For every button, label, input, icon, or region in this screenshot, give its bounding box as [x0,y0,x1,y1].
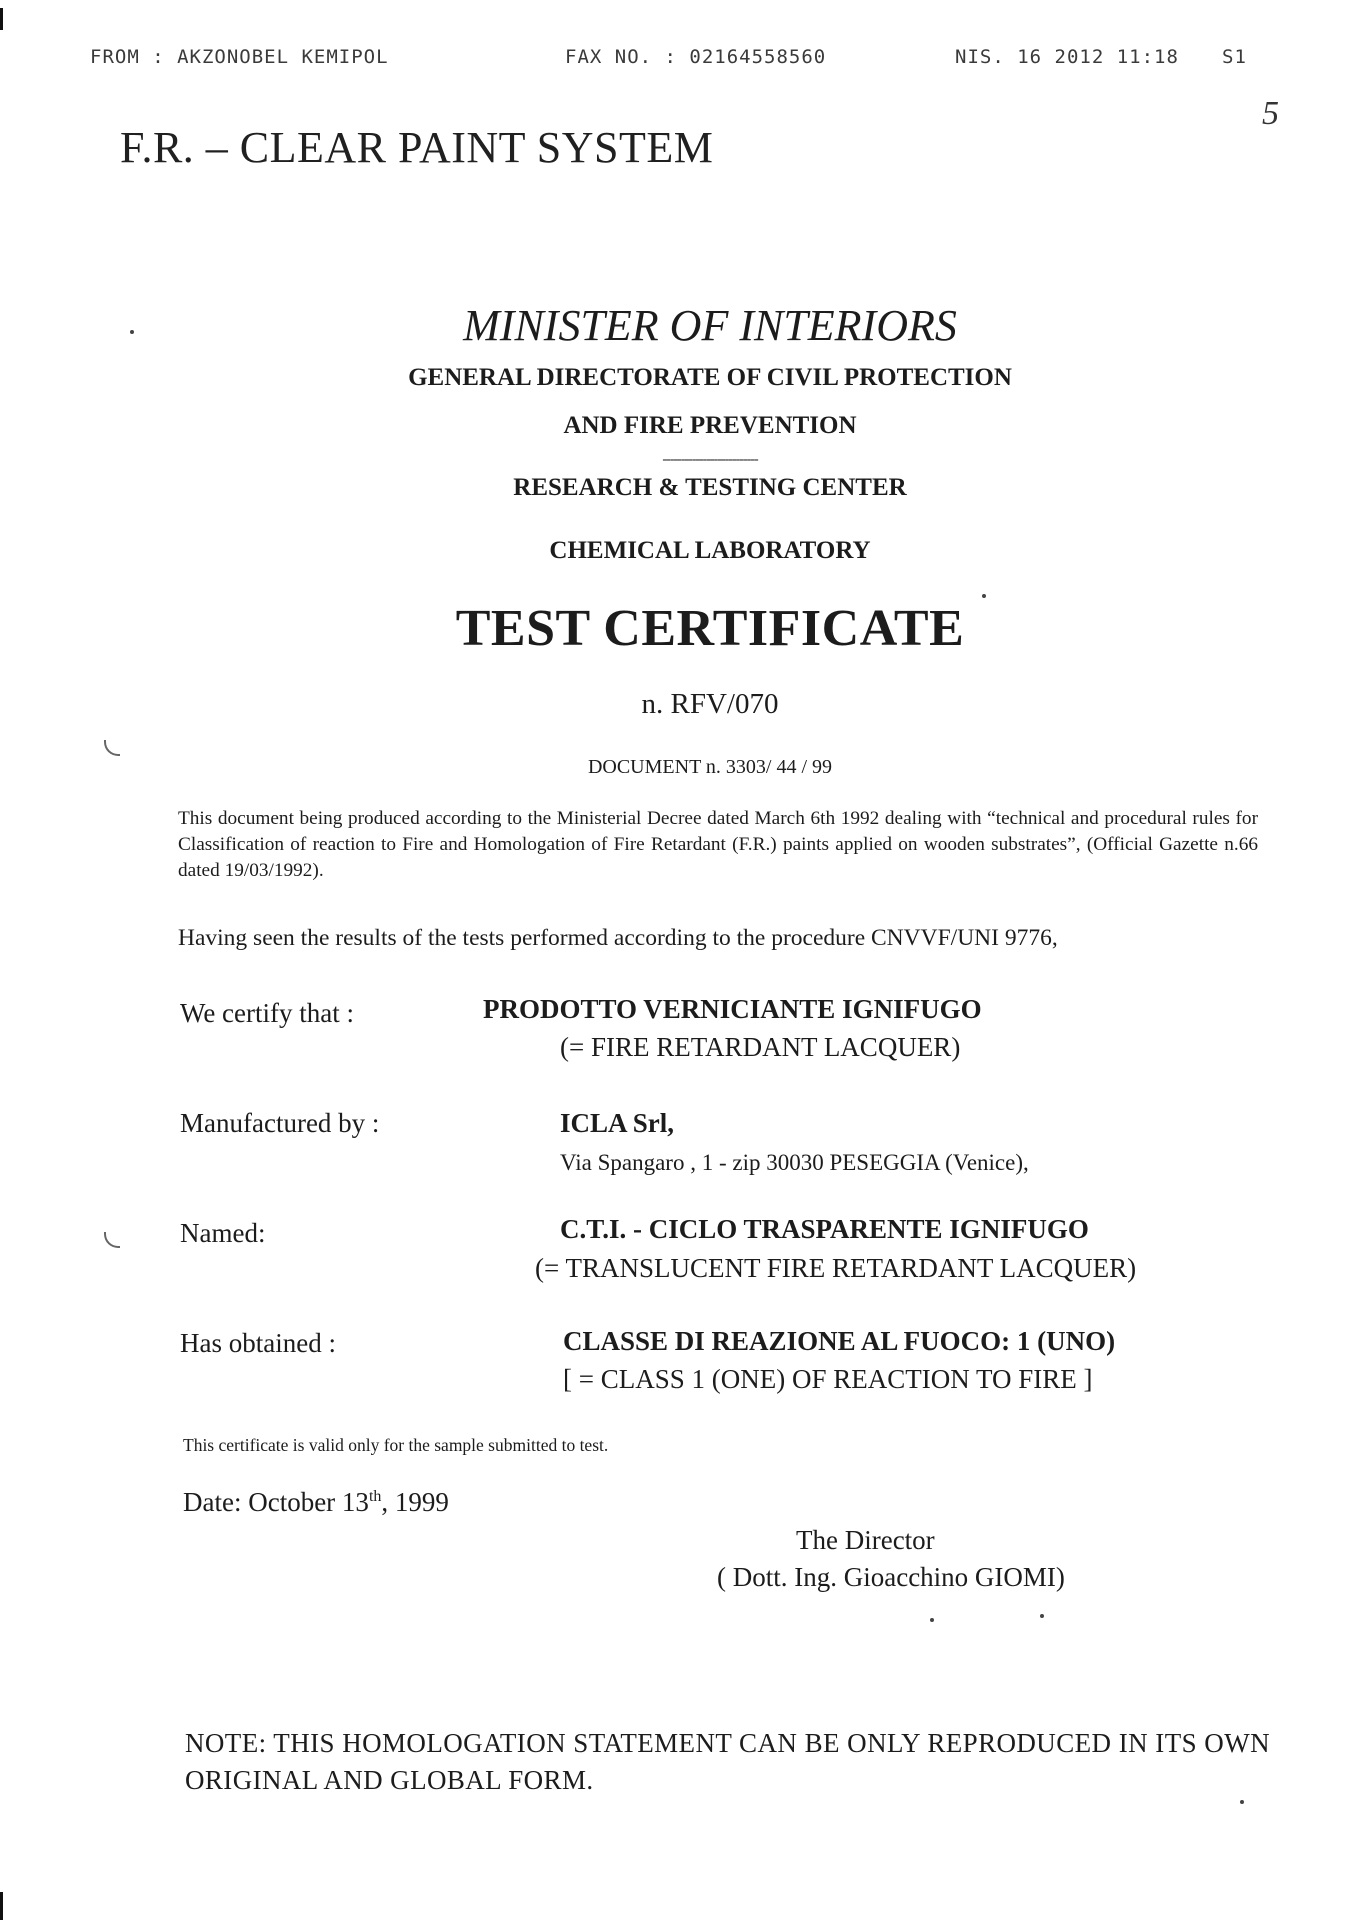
signatory-name: ( Dott. Ing. Gioacchino GIOMI) [717,1562,1065,1592]
directorate-line-2: AND FIRE PREVENTION [563,412,857,439]
named-value: C.T.I. - CICLO TRASPARENTE IGNIFUGO [560,1214,1089,1244]
certificate-title: TEST CERTIFICATE [455,600,965,657]
divider: -------------------------- [662,452,758,467]
chemical-laboratory: CHEMICAL LABORATORY [549,537,871,564]
certificate-date [183,1487,449,1518]
fax-number: FAX NO. : 02164558560 [565,46,827,68]
directorate-line-1: GENERAL DIRECTORATE OF CIVIL PROTECTION [408,364,1012,391]
ministry-title: MINISTER OF INTERIORS [463,301,957,350]
scan-speck [1040,1614,1044,1618]
manufacturer-label: Manufactured by : [180,1108,380,1138]
scan-edge-mark-bottom [0,1892,3,1920]
punch-hole-mark [104,740,120,756]
scan-speck [130,330,134,334]
certify-value: PRODOTTO VERNICIANTE IGNIFUGO [483,994,982,1024]
named-translation: (= TRANSLUCENT FIRE RETARDANT LACQUER) [535,1253,1137,1283]
intro-paragraph: This document being produced according to the Ministerial Decree dated March 6th 1992 dealing with “technical and procedural rules for Classification of reaction to Fire and Homologation of Fire Retardant (F.R.) paints applied on wooden substrates”, (Official Gazette n.66 dated 19/03/1992). [178,808,1258,881]
certify-translation: (= FIRE RETARDANT LACQUER) [560,1032,961,1062]
named-label: Named: [180,1218,266,1248]
validity-note: This certificate is valid only for the sample submitted to test. [183,1435,609,1455]
obtained-value: CLASSE DI REAZIONE AL FUOCO: 1 (UNO) [563,1326,1116,1356]
research-center: RESEARCH & TESTING CENTER [513,474,907,501]
tests-line: Having seen the results of the tests performed according to the procedure CNVVF/UNI 9776, [178,925,1058,951]
handwritten-page-mark: 5 [1262,95,1279,132]
certify-label: We certify that : [180,998,354,1028]
fax-date-time: NIS. 16 2012 11:18 [955,46,1179,68]
date-prefix: Date: October 13 [183,1487,369,1517]
date-ordinal: th [368,1488,382,1505]
punch-hole-mark [104,1232,120,1248]
obtained-translation: [ = CLASS 1 (ONE) OF REACTION TO FIRE ] [563,1364,1093,1394]
fax-page: S1 [1222,46,1247,68]
fax-from: FROM : AKZONOBEL KEMIPOL [90,46,389,68]
certificate-number: n. RFV/070 [641,688,779,720]
scan-speck [982,594,986,598]
main-heading: F.R. – CLEAR PAINT SYSTEM [120,123,714,172]
manufacturer-address: Via Spangaro , 1 - zip 30030 PESEGGIA (Venice), [560,1150,1029,1175]
document-number: DOCUMENT n. 3303/ 44 / 99 [587,756,833,778]
obtained-label: Has obtained : [180,1328,336,1358]
scan-speck [930,1618,934,1622]
footer-note: NOTE: THIS HOMOLOGATION STATEMENT CAN BE ONLY REPRODUCED IN ITS OWN ORIGINAL AND GLOBAL FORM. [185,1728,1270,1795]
scan-edge-mark-top [0,8,3,30]
scan-speck [1240,1800,1244,1804]
manufacturer-name: ICLA Srl, [560,1108,675,1138]
signatory-title: The Director [796,1525,935,1555]
date-year: , 1999 [381,1487,449,1517]
